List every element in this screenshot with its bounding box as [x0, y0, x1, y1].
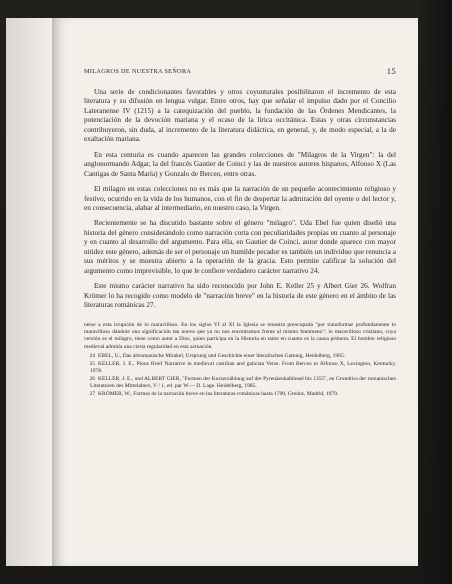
- footnote-number: 27: [89, 390, 95, 397]
- footnote-text: KRÖMER, W., Formas de la narración breve en las literaturas románicas hasta 1700, Gredos, Madrid, 1979.: [98, 390, 339, 397]
- paragraph-5: Este mismo carácter narrativo ha sido reconocido por John E. Keller 25 y Albert Gier 26. Wolfran Krömer lo ha recogido como modelo de "narración breve" en la historia de este género en el ámbito de las literaturas románicas 27.: [84, 282, 396, 310]
- photo-shadow: [418, 0, 452, 584]
- running-header: [84, 68, 396, 78]
- footnotes: [84, 322, 396, 398]
- footnote-number: 25: [89, 360, 95, 367]
- footnote-text: KELLER, J. E., Pious Brief Narrative in medieval castilian and galician Verse. From Berceo to Alfonso X, Lexington, Kentucky, 1978.: [90, 360, 396, 374]
- footnote-27: [84, 391, 396, 398]
- footnote-26: [84, 376, 396, 391]
- footnote-number: 24: [89, 352, 95, 359]
- running-head-title: MILAGROS DE NUESTRA SEÑORA: [84, 68, 192, 75]
- footnote-continuation: nerse a esta irrupción de lo maravilloso. En los siglos VI al XI la Iglesia se muestra preocupada "por transformar profundamente lo maravilloso dándole una significación tan nueva que ya no nos encontramos frente al mismo fenómeno": lo maravilloso cristiano, cuya versión es el milagro, tiene como autor a Dios, quien participa en la Historia en tanto en cuanto es la causa primera. El hombre religioso medieval admitía una cierta regularidad en esta actuación.: [84, 321, 396, 350]
- footnote-24: [84, 353, 396, 360]
- footnote-25: [84, 361, 396, 376]
- page-body: [84, 88, 396, 398]
- footnote-text: KELLER, J. E., und ALBERT GIER, "Formen der Kurzerzählung auf der Pyrenäenhalbinsel bis 1355", en Grundriss der romanischen Literaturen des Mittelalters, V / 1, ed. par W.— D. Lage. Heidelberg, 1985.: [90, 375, 396, 389]
- paragraph-3: El milagro en estas colecciones no es más que la narración de un pequeño acontecimiento religioso y festivo, ocurrido en la vida de los humanos, con el fin de despertar la admiración del oyente o del lector y, en consecuencia, alabar al intermediario, en nuestro caso, la Virgen.: [84, 185, 396, 212]
- paragraph-1: Una serie de condicionantes favorables y otros coyunturales posibilitaron el incremento de esta literatura y su difusión en lengua vulgar. Entre otros, hay que señalar el impulso dado por el Concilio Lateranense IV (1215) a la catequización del pueblo, la fundación de las Órdenes Mendicantes, la potenciación de la devoción mariana y el ocaso de la lírica occitánica. Estas y otras circunstancias contribuyeron, sin duda, al incremento de la literatura didáctica, en general, y, de modo especial, a la de exaltación mariana.: [84, 88, 396, 144]
- footnote-number: 26: [89, 375, 95, 382]
- page-number: 15: [386, 66, 396, 76]
- paragraph-2: En esta centuria es cuando aparecen las grandes colecciones de "Milagros de la Virgen": la del anglonormando Adgar, la del francés Gautier de Coinci y las de nuestros autores hispanos, Alfonso X (Las Cantigas de Santa María) y Gonzalo de Berceo, entre otras.: [84, 150, 396, 178]
- paragraph-4: Recientemente se ha discutido bastante sobre el género "milagro". Uda Ebel fue quien diseñó una historia del género considerándolo como narración corta con peculiaridades propias en cuanto al personaje y en cuanto al desarrollo del argumento. Para ella, en Gautier de Coinci, autor donde aparece con mayor nitidez este género, además de ser el personaje un humilde pecador es también un individuo que renuncia a sus méritos y se muestra abierto a la operación de la gracia. Esto permite calificar la solución del argumento como imprevisible, lo que le confiere verdadero carácter narrativo 24.: [84, 219, 396, 275]
- book-page: [52, 18, 418, 566]
- footnote-text: EBEL, U., Das altromanische Mirakel, Ursprung und Geschichte einer literalischen Gattung, Heidelberg, 1965.: [98, 352, 346, 359]
